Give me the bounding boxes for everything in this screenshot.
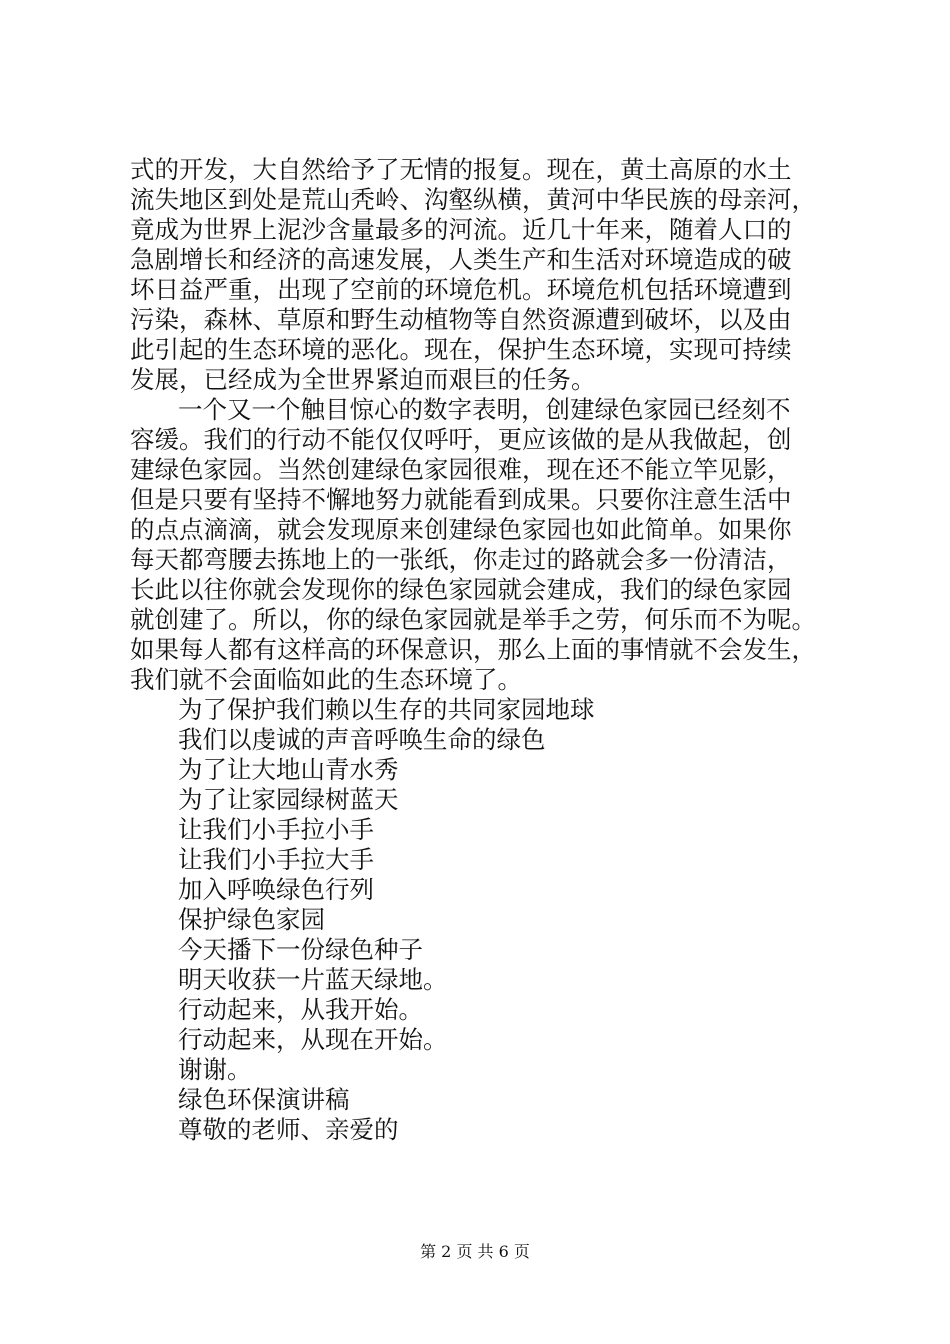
text-line: 污染，森林、草原和野生动植物等自然资源遭到破坏，以及由 xyxy=(130,305,792,334)
text-line: 发展，已经成为全世界紧迫而艰巨的任务。 xyxy=(130,365,596,394)
text-line: 坏日益严重，出现了空前的环境危机。环境危机包括环境遭到 xyxy=(130,275,792,304)
page-footer: 第 2 页 共 6 页 xyxy=(420,1242,530,1261)
text-line: 长此以往你就会发现你的绿色家园就会建成，我们的绿色家园 xyxy=(130,575,792,604)
verse-line: 保护绿色家园 xyxy=(178,905,325,934)
text-line: 我们就不会面临如此的生态环境了。 xyxy=(130,665,522,694)
text-line: 容缓。我们的行动不能仅仅呼吁，更应该做的是从我做起，创 xyxy=(130,425,792,454)
text-line: 就创建了。所以，你的绿色家园就是举手之劳，何乐而不为呢。 xyxy=(130,605,816,634)
paragraph-start-line: 一个又一个触目惊心的数字表明，创建绿色家园已经刻不 xyxy=(178,395,791,424)
salutation-line: 尊敬的老师、亲爱的 xyxy=(178,1115,399,1144)
verse-line: 让我们小手拉大手 xyxy=(178,845,374,874)
text-line: 竟成为世界上泥沙含量最多的河流。近几十年来，随着人口的 xyxy=(130,215,792,244)
verse-line: 今天播下一份绿色种子 xyxy=(178,935,423,964)
verse-line: 让我们小手拉小手 xyxy=(178,815,374,844)
document-body xyxy=(130,155,855,1145)
text-line: 的点点滴滴，就会发现原来创建绿色家园也如此简单。如果你 xyxy=(130,515,792,544)
text-line: 如果每人都有这样高的环保意识，那么上面的事情就不会发生， xyxy=(130,635,816,664)
verse-line: 明天收获一片蓝天绿地。 xyxy=(178,965,448,994)
verse-line: 为了保护我们赖以生存的共同家园地球 xyxy=(178,695,595,724)
text-line: 但是只要有坚持不懈地努力就能看到成果。只要你注意生活中 xyxy=(130,485,792,514)
verse-line: 为了让大地山青水秀 xyxy=(178,755,399,784)
text-line: 式的开发，大自然给予了无情的报复。现在，黄土高原的水土 xyxy=(130,155,792,184)
verse-line: 行动起来，从现在开始。 xyxy=(178,1025,448,1054)
text-line: 每天都弯腰去拣地上的一张纸，你走过的路就会多一份清洁， xyxy=(130,545,792,574)
text-line: 建绿色家园。当然创建绿色家园很难，现在还不能立竿见影， xyxy=(130,455,792,484)
verse-line: 为了让家园绿树蓝天 xyxy=(178,785,399,814)
verse-line: 行动起来，从我开始。 xyxy=(178,995,423,1024)
verse-line: 加入呼唤绿色行列 xyxy=(178,875,374,904)
text-line: 流失地区到处是荒山秃岭、沟壑纵横，黄河中华民族的母亲河， xyxy=(130,185,816,214)
verse-line: 我们以虔诚的声音呼唤生命的绿色 xyxy=(178,725,546,754)
section-title-line: 绿色环保演讲稿 xyxy=(178,1085,350,1114)
text-line: 此引起的生态环境的恶化。现在，保护生态环境，实现可持续 xyxy=(130,335,792,364)
closing-line: 谢谢。 xyxy=(178,1055,252,1084)
text-line: 急剧增长和经济的高速发展，人类生产和生活对环境造成的破 xyxy=(130,245,792,274)
